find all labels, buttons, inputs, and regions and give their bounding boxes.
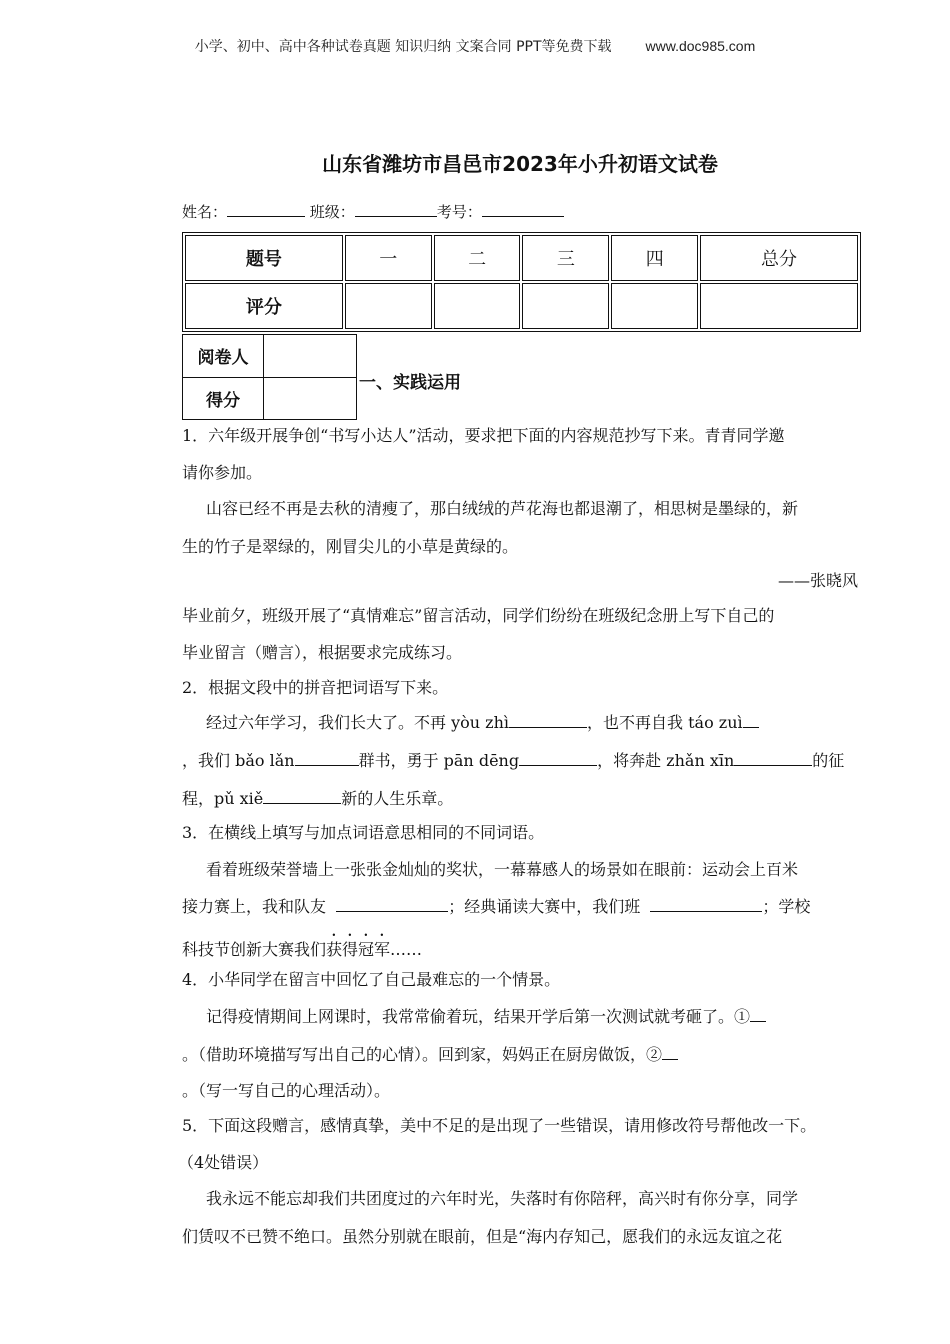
answer-blank[interactable] [750,1007,766,1022]
answer-blank[interactable] [650,897,762,912]
q3-text: ；经典诵读大赛中，我们班 [448,897,641,916]
page-header [0,36,950,56]
score-header-row [185,235,858,281]
grader-empty-cell [264,335,357,378]
answer-blank[interactable] [734,751,812,766]
grader-score-label: 得分 [183,377,264,420]
header-text: 小学、初中、高中各种试卷真题 知识归纳 文案合同 PPT等免费下载 [194,39,612,55]
q3-line2 [182,894,810,917]
q4-text: 。（借助环境描写写出自己的心情）。回到家，妈妈正在厨房做饭，② [182,1045,663,1064]
score-empty-cell [434,283,521,329]
q2-line1 [206,710,759,733]
q5-note: （4处错误） [178,1153,269,1172]
q5-line1: 我永远不能忘却我们共团度过的六年时光，失落时有你陪秤，高兴时有你分享，同学 [206,1189,799,1208]
answer-blank[interactable] [743,713,759,728]
q5-line2: 们赁叹不已赞不绝口。虽然分别就在眼前，但是“海内存知己，愿我们的永远友谊之花 [182,1227,783,1246]
answer-blank[interactable] [662,1045,678,1060]
q3-line1: 看着班级荣誉墙上一张张金灿灿的奖状，一幕幕感人的场景如在眼前：运动会上百米 [206,860,799,879]
class-blank [355,202,437,217]
q3-dotted-word: 获得冠军 [326,940,391,959]
grader-empty-cell [264,377,357,420]
answer-blank[interactable] [263,789,341,804]
q3-text: …… [390,940,423,959]
q1-line2: 请你参加。 [182,463,263,482]
name-label: 姓名： [182,203,228,221]
score-cell: 四 [611,235,698,281]
q1-passage-line1: 山容已经不再是去秋的清瘦了，那白绒绒的芦花海也都退潮了，相思树是墨绿的，新 [206,499,799,518]
q4-line2 [182,1042,678,1065]
score-empty-cell [700,283,858,329]
student-info [182,201,564,222]
intro-line2: 毕业留言（赠言），根据要求完成练习。 [182,643,463,662]
score-cell: 评分 [185,283,343,329]
intro-line1: 毕业前夕，班级开展了“真情难忘”留言活动，同学们纷纷在班级纪念册上写下自己的 [182,606,775,625]
name-blank [227,202,305,217]
q1-author: ——张晓风 [777,571,858,590]
q2-text: ，将奔赴 zhǎn xīn [597,751,735,770]
score-empty-cell [345,283,432,329]
q2-text: 群书，勇于 pān dēng [358,751,520,770]
q2-line3 [182,786,453,809]
q2-text: 经过六年学习，我们长大了。不再 yòu zhì [206,713,510,732]
q3-text: 接力赛上，我和队友 [182,897,327,916]
q4-line1 [206,1004,766,1027]
score-cell: 三 [522,235,609,281]
number-blank [482,202,564,217]
score-cell: 总分 [700,235,858,281]
score-cell: 题号 [185,235,343,281]
q3-text: ；学校 [762,897,811,916]
grader-table [182,334,357,420]
score-value-row [185,283,858,329]
score-table [182,232,861,332]
score-empty-cell [522,283,609,329]
q5-title: 5．下面这段赠言，感情真挚，美中不足的是出现了一些错误，请用修改符号帮他改一下。 [182,1116,817,1135]
q3-text: 科技节创新大赛我们 [182,940,327,959]
score-empty-cell [611,283,698,329]
q3-title: 3．在横线上填写与加点词语意思相同的不同词语。 [182,823,545,842]
section-title: 一、实践运用 [359,373,461,393]
q4-title: 4．小华同学在留言中回忆了自己最难忘的一个情景。 [182,970,561,989]
answer-blank[interactable] [509,713,587,728]
score-cell: 一 [345,235,432,281]
q2-text: 新的人生乐章。 [341,789,454,808]
answer-blank[interactable] [336,897,448,912]
q1-passage-line2: 生的竹子是翠绿的，刚冒尖儿的小草是黄绿的。 [182,537,519,556]
exam-title: 山东省潍坊市昌邑市2023年小升初语文试卷 [322,152,718,176]
q4-line3: 。（写一写自己的心理活动）。 [182,1081,391,1100]
score-cell: 二 [434,235,521,281]
q2-text: ，我们 bǎo lǎn [182,751,295,770]
q3-line3 [182,931,422,960]
q1-line1: 1．六年级开展争创“书写小达人”活动，要求把下面的内容规范抄写下来。青青同学邀 [182,426,785,445]
class-label: 班级： [309,203,355,221]
q2-text: 的征 [812,751,845,770]
q2-text: ，也不再自我 táo zuì [587,713,743,732]
header-site: www.doc985.com [645,38,756,54]
q2-text: 程，pǔ xiě [182,789,264,808]
q4-text: 记得疫情期间上网课时，我常常偷着玩，结果开学后第一次测试就考砸了。① [206,1007,751,1026]
q2-line2 [182,748,844,771]
grader-reader-label: 阅卷人 [183,335,264,378]
answer-blank[interactable] [519,751,597,766]
q2-title: 2．根据文段中的拼音把词语写下来。 [182,678,449,697]
number-label: 考号： [436,203,482,221]
answer-blank[interactable] [295,751,359,766]
